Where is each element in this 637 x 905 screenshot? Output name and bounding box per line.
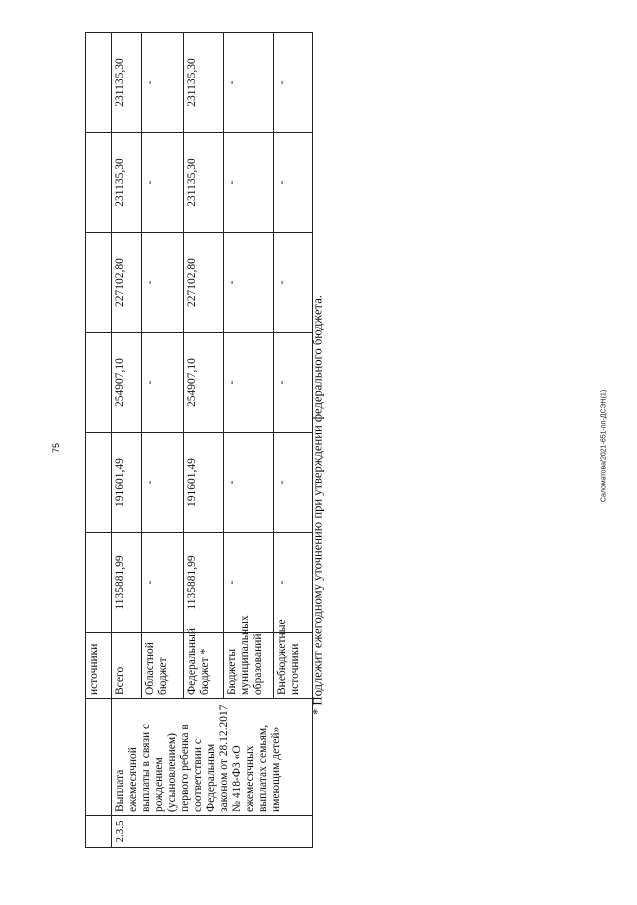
value-cell: 231135,30 — [112, 133, 142, 233]
value-cell: 191601,49 — [112, 433, 142, 533]
value-cell: - — [274, 233, 313, 333]
value-cell: - — [224, 333, 274, 433]
value-cell: 254907,10 — [112, 333, 142, 433]
value-cell: - — [142, 233, 184, 333]
value-cell: - — [224, 533, 274, 633]
header-value-cell — [86, 433, 112, 533]
value-cell: 227102,80 — [112, 233, 142, 333]
header-value-cell — [86, 133, 112, 233]
header-index-cell — [86, 816, 112, 848]
table-header-row — [86, 33, 112, 848]
value-cell: - — [224, 33, 274, 133]
header-name-cell — [86, 699, 112, 816]
budget-table-container — [85, 33, 312, 848]
value-cell: - — [142, 133, 184, 233]
value-cell: - — [274, 433, 313, 533]
value-cell: - — [224, 433, 274, 533]
page-number: 75 — [51, 443, 61, 454]
header-value-cell — [86, 33, 112, 133]
table-row — [112, 33, 142, 848]
value-cell: 231135,30 — [184, 33, 224, 133]
value-cell: 254907,10 — [184, 333, 224, 433]
value-cell: - — [224, 133, 274, 233]
value-cell: 1135881,99 — [184, 533, 224, 633]
value-cell: - — [224, 233, 274, 333]
header-value-cell — [86, 233, 112, 333]
source-cell: Бюджеты муниципальных образований — [224, 633, 274, 699]
value-cell: 231135,30 — [112, 33, 142, 133]
value-cell: - — [142, 333, 184, 433]
value-cell: - — [274, 533, 313, 633]
value-cell: 191601,49 — [184, 433, 224, 533]
source-cell: Внебюджетные источники — [274, 633, 313, 699]
source-cell: Областной бюджет — [142, 633, 184, 699]
document-id: Саломатова/2021-651-пп-ДСЭН(1) — [600, 389, 608, 503]
value-cell: - — [142, 433, 184, 533]
header-source-cell: источники — [86, 633, 112, 699]
budget-table — [85, 32, 313, 848]
header-value-cell — [86, 333, 112, 433]
value-cell: - — [274, 333, 313, 433]
footnote: * Подлежит ежегодному уточнению при утверждении федерального бюджета. — [310, 295, 325, 715]
source-cell: Федеральный бюджет * — [184, 633, 224, 699]
value-cell: - — [274, 33, 313, 133]
value-cell: - — [142, 33, 184, 133]
row-title-cell: Выплата ежемесячной выплаты в связи с рождением (усыновлением) первого ребенка в соответствии с Федеральным законом от 28.12.2017 № 418-ФЗ «О ежемесячных выплатах семьям, имеющим детей» — [112, 699, 313, 816]
header-value-cell — [86, 533, 112, 633]
value-cell: 227102,80 — [184, 233, 224, 333]
row-index-cell: 2.3.5 — [112, 816, 313, 848]
value-cell: 1135881,99 — [112, 533, 142, 633]
value-cell: - — [274, 133, 313, 233]
source-cell: Всего — [112, 633, 142, 699]
value-cell: - — [142, 533, 184, 633]
value-cell: 231135,30 — [184, 133, 224, 233]
